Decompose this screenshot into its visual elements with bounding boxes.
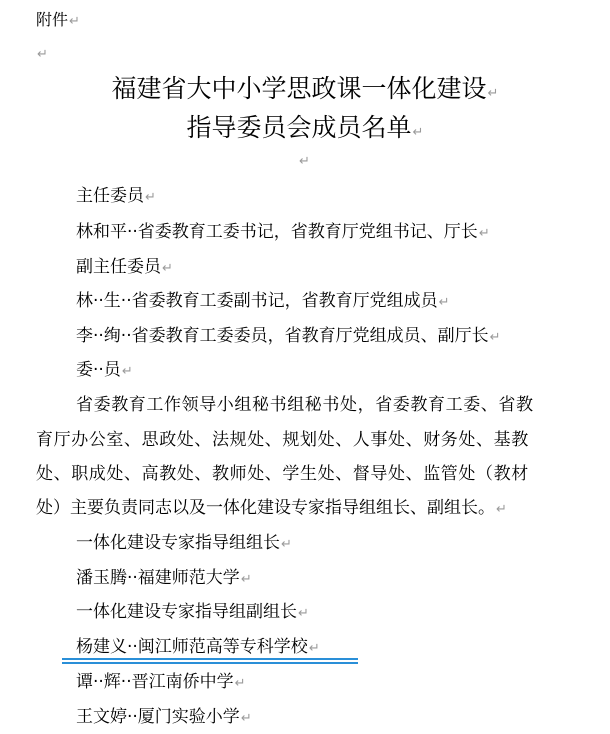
members-para-l4-text: 处）主要负责同志以及一体化建设专家指导组组长、副组长。 [36, 498, 495, 518]
expert-deputy-3-text: 王文婷··厦门实验小学 [76, 707, 240, 727]
members-para-l2-text: 育厅办公室、思政处、法规处、规划处、人事处、财务处、基教 [36, 430, 529, 450]
blank-line [36, 42, 48, 66]
deputy-entry-2 [76, 325, 501, 349]
paragraph-mark-icon: ↵ [308, 641, 320, 656]
paragraph-mark-icon: ↵ [489, 330, 501, 345]
members-heading-text: 委··员 [76, 360, 121, 380]
deputy-heading-text: 副主任委员 [76, 257, 161, 277]
spellcheck-underline [62, 658, 358, 660]
expert-leader-text: 潘玉腾··福建师范大学 [76, 568, 240, 588]
director-heading-text: 主任委员 [76, 186, 144, 206]
paragraph-mark-icon: ↵ [37, 47, 48, 62]
title-line2-text: 指导委员会成员名单 [186, 113, 412, 142]
expert-deputy-heading-text: 一体化建设专家指导组副组长 [76, 602, 297, 622]
paragraph-mark-icon: ↵ [487, 86, 499, 101]
paragraph-mark-icon: ↵ [234, 676, 246, 691]
paragraph-mark-icon: ↵ [438, 295, 450, 310]
title-line1-text: 福建省大中小学思政课一体化建设 [111, 74, 487, 103]
paragraph-mark-icon: ↵ [121, 364, 133, 379]
paragraph-mark-icon: ↵ [478, 226, 490, 241]
expert-leader-heading [76, 532, 292, 556]
director-text: 林和平··省委教育工委书记，省教育厅党组书记、厅长 [76, 222, 478, 242]
director-heading [76, 185, 156, 209]
spellcheck-underline-second [62, 662, 358, 664]
expert-deputy-entry-2 [76, 671, 246, 695]
deputy-2-text: 李··绚··省委教育工委委员，省教育厅党组成员、副厅长 [76, 326, 489, 346]
members-para-l3-text: 处、职成处、高教处、教师处、学生处、督导处、监管处（教材 [36, 464, 529, 484]
appendix-label [36, 9, 80, 33]
paragraph-mark-icon: ↵ [298, 606, 309, 621]
expert-deputy-heading [76, 601, 309, 625]
document-title-line2 [0, 112, 610, 149]
expert-deputy-2-text: 谭··辉··晋江南侨中学 [76, 672, 234, 692]
expert-leader-entry [76, 567, 252, 591]
paragraph-mark-icon: ↵ [281, 537, 292, 552]
deputy-entry-1 [76, 290, 450, 314]
paragraph-mark-icon: ↵ [69, 14, 80, 29]
document-title-line1 [0, 73, 610, 110]
members-paragraph-line1 [76, 394, 534, 416]
blank-line [298, 149, 310, 173]
director-entry [76, 221, 490, 245]
paragraph-mark-icon: ↵ [496, 502, 507, 517]
appendix-text: 附件 [36, 10, 69, 29]
expert-leader-heading-text: 一体化建设专家指导组组长 [76, 533, 280, 553]
paragraph-mark-icon: ↵ [145, 190, 156, 205]
expert-deputy-entry-1 [76, 636, 320, 660]
paragraph-mark-icon: ↵ [240, 711, 252, 726]
paragraph-mark-icon: ↵ [162, 261, 173, 276]
deputy-heading [76, 256, 173, 280]
members-paragraph-line2 [36, 429, 529, 451]
expert-deputy-1-text: 杨建义··闽江师范高等专科学校 [76, 637, 308, 657]
members-para-l1-text: 省委教育工作领导小组秘书组秘书处，省委教育工委、省教 [76, 395, 534, 415]
expert-deputy-entry-3 [76, 706, 252, 730]
paragraph-mark-icon: ↵ [240, 572, 252, 587]
paragraph-mark-icon: ↵ [299, 154, 310, 169]
members-paragraph-line4 [36, 497, 507, 521]
paragraph-mark-icon: ↵ [412, 125, 424, 140]
members-heading [76, 359, 133, 383]
members-paragraph-line3 [36, 463, 529, 485]
deputy-1-text: 林··生··省委教育工委副书记，省教育厅党组成员 [76, 291, 438, 311]
